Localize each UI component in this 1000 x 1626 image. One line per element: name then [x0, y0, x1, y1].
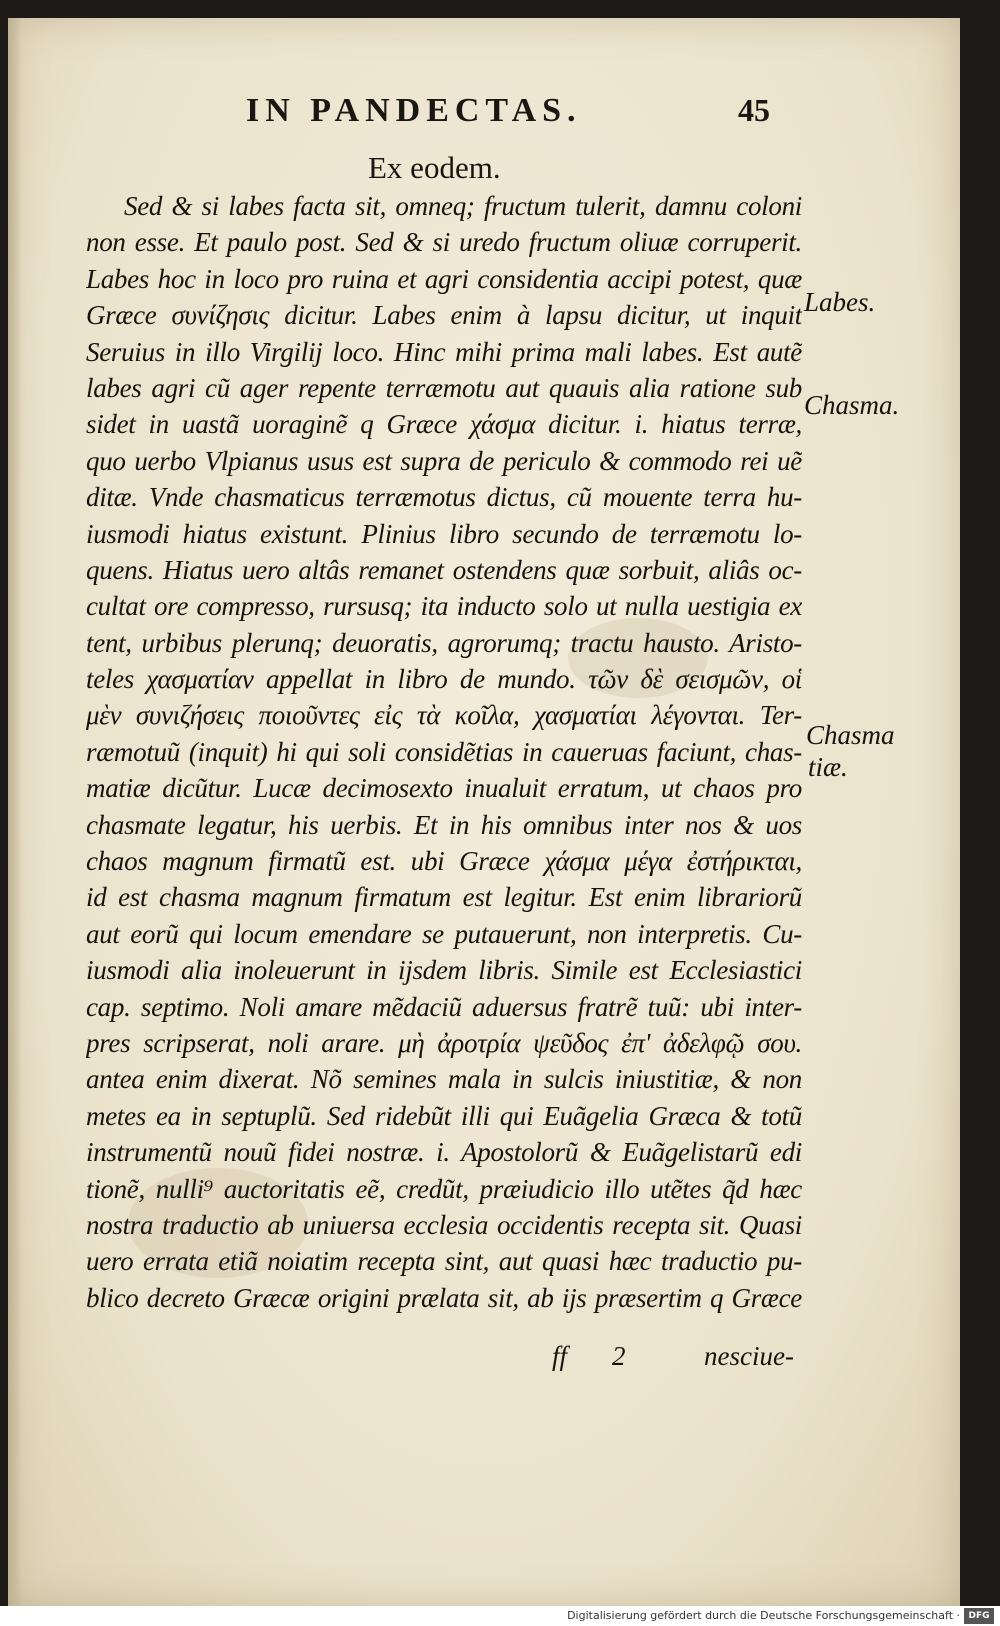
- text-line: μὲν συνιζήσεις ποιοῦντες εἰς τὰ κοῖλα, χασματίαι λέγονται. Ter-: [86, 700, 802, 731]
- text-line: tionẽ, nulli⁹ auctoritatis eẽ, credũt, præiudicio illo utẽtes q̃d hæc: [86, 1173, 802, 1204]
- text-line: iusmodi hiatus existunt. Plinius libro secundo de terræmotu lo-: [86, 518, 802, 549]
- dfg-logo: DFG: [964, 1608, 994, 1624]
- text-line: tent, urbibus plerunq; deuoratis, agrorumq; tractu hausto. Aristo-: [86, 627, 802, 658]
- text-line: cap. septimo. Noli amare mẽdaciũ aduersus fratrẽ tuũ: ubi inter-: [86, 991, 802, 1022]
- text-line: Græce συνίζησις dicitur. Labes enim à lapsu dicitur, ut inquit: [86, 300, 802, 331]
- page-number: 45: [738, 92, 770, 128]
- text-line: uero errata etiã noiatim recepta sint, aut quasi hæc traductio pu-: [86, 1246, 802, 1277]
- section-title: Ex eodem.: [368, 150, 501, 185]
- text-line: quo uerbo Vlpianus usus est supra de periculo & commodo rei uẽ: [86, 445, 802, 476]
- running-head: IN PANDECTAS.: [246, 92, 582, 129]
- marginal-note-chasmatiae: Chasma: [806, 720, 895, 750]
- text-line: sidet in uastã uoraginẽ q Græce χάσμα dicitur. i. hiatus terræ,: [86, 409, 802, 440]
- text-line: quens. Hiatus uero altâs remanet ostendens quæ sorbuit, aliâs oc-: [86, 554, 802, 585]
- catchword: nesciue-: [704, 1341, 794, 1371]
- text-line: metes ea in septuplũ. Sed ridebũt illi qui Euãgelia Græca & totũ: [86, 1100, 802, 1131]
- digitization-credit: Digitalisierung gefördert durch die Deutsche Forschungsgemeinschaft ·: [567, 1609, 960, 1622]
- marginal-note-chasmatiae-continued: tiæ.: [808, 752, 848, 782]
- text-line: antea enim dixerat. Nõ semines mala in sulcis iniustitiæ, & non: [86, 1064, 802, 1095]
- marginal-note-labes: Labes.: [804, 287, 876, 317]
- text-line: iusmodi alia inoleuerunt in ijsdem libris. Simile est Ecclesiastici: [86, 955, 802, 986]
- text-line: non esse. Et paulo post. Sed & si uredo fructum oliuæ corruperit.: [86, 227, 802, 258]
- text-line: Labes hoc in loco pro ruina et agri considentia accipi potest, quæ: [86, 263, 802, 294]
- text-line: aut eorũ qui locum emendare se putauerunt, non interpretis. Cu-: [86, 918, 802, 949]
- signature-mark: ff: [552, 1341, 568, 1371]
- text-line: matiæ dicũtur. Lucæ decimosexto inualuit erratum, ut chaos pro: [86, 773, 802, 804]
- text-line: ditæ. Vnde chasmaticus terræmotus dictus, cũ mouente terra hu-: [86, 482, 802, 513]
- text-line: chaos magnum firmatũ est. ubi Græce χάσμα μέγα ἐστήρικται,: [86, 846, 802, 877]
- signature-number: 2: [612, 1341, 626, 1371]
- text-line: nostra traductio ab uniuersa ecclesia occidentis recepta sit. Quasi: [86, 1209, 802, 1240]
- text-line: Seruius in illo Virgilij loco. Hinc mihi prima mali labes. Est autẽ: [86, 336, 802, 367]
- text-line: chasmate legatur, his uerbis. Et in his omnibus inter nos & uos: [86, 809, 802, 840]
- text-line: pres scripserat, noli arare. μὴ ἀροτρία ψεῦδος ἐπ' ἀδελφῷ σου.: [86, 1027, 802, 1058]
- text-line: blico decreto Græcæ origini prælata sit, ab ijs præsertim q Græce: [86, 1282, 802, 1313]
- text-line: labes agri cũ ager repente terræmotu aut quauis alia ratione sub: [86, 372, 802, 403]
- page-gutter-edge: [8, 18, 22, 1606]
- body-text: [86, 188, 802, 1316]
- text-line: instrumentũ nouũ fidei nostræ. i. Apostolorũ & Euãgelistarũ edi: [86, 1137, 802, 1168]
- text-line: cultat ore compresso, rursusq; ita inducto solo ut nulla uestigia ex: [86, 591, 802, 622]
- text-line: ræmotuũ (inquit) hi qui soli considẽtias in caueruas faciunt, chas-: [86, 736, 802, 767]
- marginal-note-chasma: Chasma.: [804, 390, 900, 420]
- text-line: teles χασματίαν appellat in libro de mundo. τῶν δὲ σεισμῶν, οἱ: [86, 664, 802, 695]
- text-line: id est chasma magnum firmatum est legitur. Est enim librariorũ: [86, 882, 802, 913]
- text-line: Sed & si labes facta sit, omneq; fructum tulerit, damnu coloni: [124, 191, 802, 221]
